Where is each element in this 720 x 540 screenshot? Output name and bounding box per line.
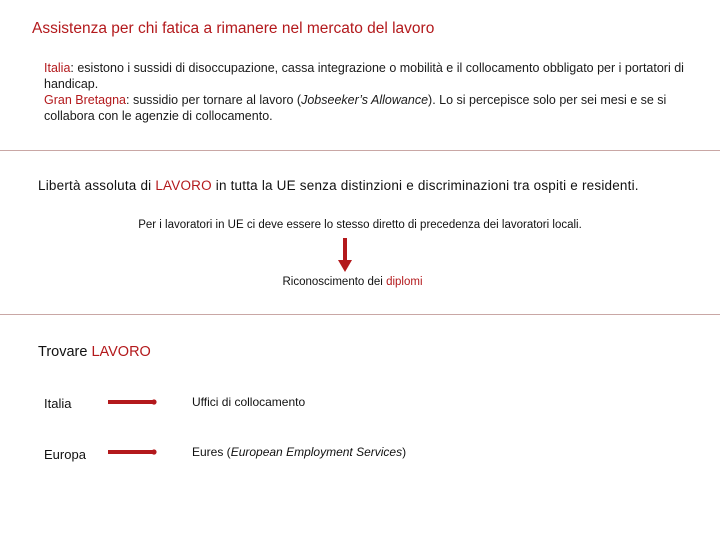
divider-top: [0, 150, 720, 151]
freedom-highlight: LAVORO: [155, 178, 212, 193]
arrow-down-icon: [338, 238, 352, 272]
row-value-europa-text: Eures (: [192, 445, 231, 459]
divider-bottom: [0, 314, 720, 315]
recognition-before: Riconoscimento dei: [282, 276, 387, 288]
uk-label: Gran Bretagna: [44, 93, 126, 107]
recognition-statement: [0, 276, 705, 288]
page-title: Assistenza per chi fatica a rimanere nel mercato del lavoro: [32, 20, 435, 37]
row-value-europa: [192, 445, 406, 459]
uk-allowance: Jobseeker’s Allowance: [301, 93, 429, 107]
row-label-europa: Europa: [44, 447, 86, 462]
italy-paragraph: [44, 60, 709, 92]
arrow-right-icon: [108, 447, 160, 457]
workers-statement: Per i lavoratori in UE ci deve essere lo stesso diretto di precedenza dei lavoratori locali.: [138, 219, 582, 231]
row-value-italia: [192, 395, 305, 409]
row-label-italia: Italia: [44, 396, 72, 411]
find-work-highlight: LAVORO: [91, 344, 151, 360]
row-value-europa-italic: European Employment Services: [230, 445, 403, 459]
arrow-right-icon: [108, 397, 160, 407]
uk-text-after: ). Lo si percepisce solo per sei mesi e se si collabora con le agenzie di collocamento.: [44, 93, 667, 123]
intro-block: [44, 60, 709, 124]
freedom-after: in tutta la UE senza distinzioni e discriminazioni tra ospiti e residenti.: [211, 178, 639, 193]
row-value-europa-after: ): [402, 445, 407, 459]
recognition-highlight: diplomi: [386, 276, 423, 288]
italy-text: : esistono i sussidi di disoccupazione, cassa integrazione o mobilità e il collocamento obbligato per i portatori di handicap.: [44, 61, 684, 91]
freedom-statement: [38, 178, 639, 193]
italy-label: Italia: [44, 61, 71, 75]
row-value-italia-text: Uffici di collocamento: [192, 395, 306, 409]
find-work-before: Trovare: [38, 344, 92, 360]
uk-paragraph: [44, 92, 709, 124]
find-work-heading: [38, 344, 151, 360]
freedom-before: Libertà assoluta di: [38, 178, 156, 193]
uk-text-before: : sussidio per tornare al lavoro (: [126, 93, 302, 107]
